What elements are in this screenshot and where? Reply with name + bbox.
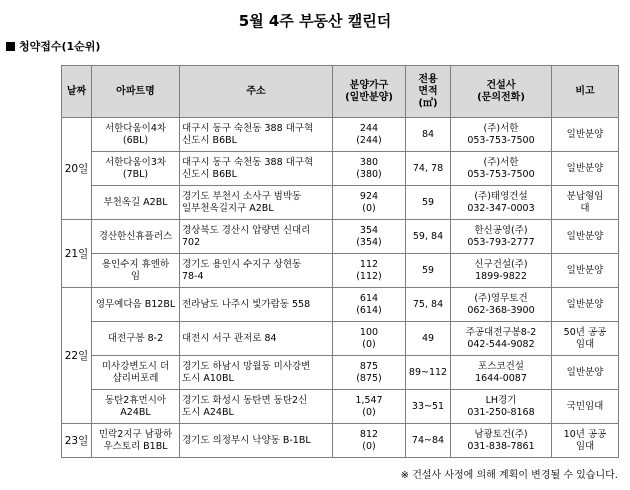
calendar-table bbox=[61, 65, 619, 458]
note-cell: 분납형임 대 bbox=[552, 186, 619, 220]
address-cell: 경기도 부천시 소사구 범박동 일부천옥길지구 A2BL bbox=[180, 186, 333, 220]
note-cell: 10년 공공 임대 bbox=[552, 424, 619, 458]
address-cell: 경기도 의정부시 낙양동 B-1BL bbox=[180, 424, 333, 458]
builder-cell: LH경기 031-250-8168 bbox=[451, 390, 552, 424]
builder-cell: 주공대전구봉8-2 042-544-9082 bbox=[451, 322, 552, 356]
address-cell: 경기도 용인시 수지구 상현동 78-4 bbox=[180, 254, 333, 288]
area-cell: 49 bbox=[406, 322, 451, 356]
apartment-cell: 대전구봉 8-2 bbox=[92, 322, 180, 356]
note-cell: 국민임대 bbox=[552, 390, 619, 424]
table-row bbox=[62, 118, 619, 152]
units-cell: 614 (614) bbox=[333, 288, 406, 322]
area-cell: 74, 78 bbox=[406, 152, 451, 186]
note-cell: 일반분양 bbox=[552, 118, 619, 152]
builder-cell: (주)태영건설 032-347-0003 bbox=[451, 186, 552, 220]
apartment-cell: 서한다움이3차 (7BL) bbox=[92, 152, 180, 186]
table-row bbox=[62, 356, 619, 390]
area-cell: 89~112 bbox=[406, 356, 451, 390]
footnote: ※ 건설사 사정에 의해 계획이 변경될 수 있습니다. bbox=[400, 470, 618, 481]
page-title: 5월 4주 부동산 캘린더 bbox=[238, 12, 392, 30]
date-cell: 23일 bbox=[62, 424, 92, 458]
table-row bbox=[62, 390, 619, 424]
units-cell: 112 (112) bbox=[333, 254, 406, 288]
apartment-cell: 미사강변도시 더 샵리버포레 bbox=[92, 356, 180, 390]
section-label: 청약접수(1순위) bbox=[19, 40, 101, 53]
header-units: 분양가구 (일반분양) bbox=[333, 66, 406, 118]
square-bullet-icon bbox=[6, 42, 15, 51]
address-cell: 대전시 서구 관저로 84 bbox=[180, 322, 333, 356]
table-row bbox=[62, 152, 619, 186]
note-cell: 일반분양 bbox=[552, 254, 619, 288]
header-address: 주소 bbox=[180, 66, 333, 118]
builder-cell: (주)영무토건 062-368-3900 bbox=[451, 288, 552, 322]
table-row bbox=[62, 254, 619, 288]
units-cell: 812 (0) bbox=[333, 424, 406, 458]
header-apartment: 아파트명 bbox=[92, 66, 180, 118]
note-cell: 일반분양 bbox=[552, 152, 619, 186]
address-cell: 경기도 화성시 동탄면 동탄2신 도시 A24BL bbox=[180, 390, 333, 424]
builder-cell: (주)서한 053-753-7500 bbox=[451, 152, 552, 186]
apartment-cell: 용인수지 휴엔하 임 bbox=[92, 254, 180, 288]
area-cell: 59 bbox=[406, 254, 451, 288]
address-cell: 경기도 하남시 망월동 미사강변 도시 A10BL bbox=[180, 356, 333, 390]
units-cell: 244 (244) bbox=[333, 118, 406, 152]
table-row bbox=[62, 186, 619, 220]
note-cell: 일반분양 bbox=[552, 220, 619, 254]
header-note: 비고 bbox=[552, 66, 619, 118]
header-area: 전용 면적 (㎡) bbox=[406, 66, 451, 118]
units-cell: 875 (875) bbox=[333, 356, 406, 390]
units-cell: 100 (0) bbox=[333, 322, 406, 356]
apartment-cell: 동탄2휴먼시아 A24BL bbox=[92, 390, 180, 424]
header-date: 날짜 bbox=[62, 66, 92, 118]
area-cell: 75, 84 bbox=[406, 288, 451, 322]
units-cell: 924 (0) bbox=[333, 186, 406, 220]
builder-cell: 포스코건설 1644-0087 bbox=[451, 356, 552, 390]
table-row bbox=[62, 322, 619, 356]
area-cell: 59, 84 bbox=[406, 220, 451, 254]
note-cell: 일반분양 bbox=[552, 356, 619, 390]
units-cell: 1,547 (0) bbox=[333, 390, 406, 424]
date-cell: 21일 bbox=[62, 220, 92, 288]
table-row bbox=[62, 220, 619, 254]
date-cell: 20일 bbox=[62, 118, 92, 220]
address-cell: 전라남도 나주시 빛가람동 558 bbox=[180, 288, 333, 322]
builder-cell: 신구건설(주) 1899-9822 bbox=[451, 254, 552, 288]
builder-cell: 한신공영(주) 053-793-2777 bbox=[451, 220, 552, 254]
apartment-cell: 영무예다음 B12BL bbox=[92, 288, 180, 322]
address-cell: 대구시 동구 숙천동 388 대구혁 신도시 B6BL bbox=[180, 118, 333, 152]
apartment-cell: 서한다움이4차 (6BL) bbox=[92, 118, 180, 152]
area-cell: 59 bbox=[406, 186, 451, 220]
section-heading bbox=[6, 38, 100, 54]
table-row bbox=[62, 424, 619, 458]
table-row bbox=[62, 288, 619, 322]
note-cell: 일반분양 bbox=[552, 288, 619, 322]
area-cell: 74~84 bbox=[406, 424, 451, 458]
date-cell: 22일 bbox=[62, 288, 92, 424]
units-cell: 380 (380) bbox=[333, 152, 406, 186]
area-cell: 33~51 bbox=[406, 390, 451, 424]
address-cell: 경상북도 경산시 압량면 신대리 702 bbox=[180, 220, 333, 254]
address-cell: 대구시 동구 숙천동 388 대구혁 신도시 B6BL bbox=[180, 152, 333, 186]
builder-cell: (주)서한 053-753-7500 bbox=[451, 118, 552, 152]
area-cell: 84 bbox=[406, 118, 451, 152]
units-cell: 354 (354) bbox=[333, 220, 406, 254]
header-builder: 건설사 (문의전화) bbox=[451, 66, 552, 118]
note-cell: 50년 공공 임대 bbox=[552, 322, 619, 356]
apartment-cell: 경산한신휴플러스 bbox=[92, 220, 180, 254]
apartment-cell: 민락2지구 남광하 우스토리 B1BL bbox=[92, 424, 180, 458]
builder-cell: 남광토건(주) 031-838-7861 bbox=[451, 424, 552, 458]
table-body bbox=[62, 118, 619, 458]
apartment-cell: 부천옥길 A2BL bbox=[92, 186, 180, 220]
